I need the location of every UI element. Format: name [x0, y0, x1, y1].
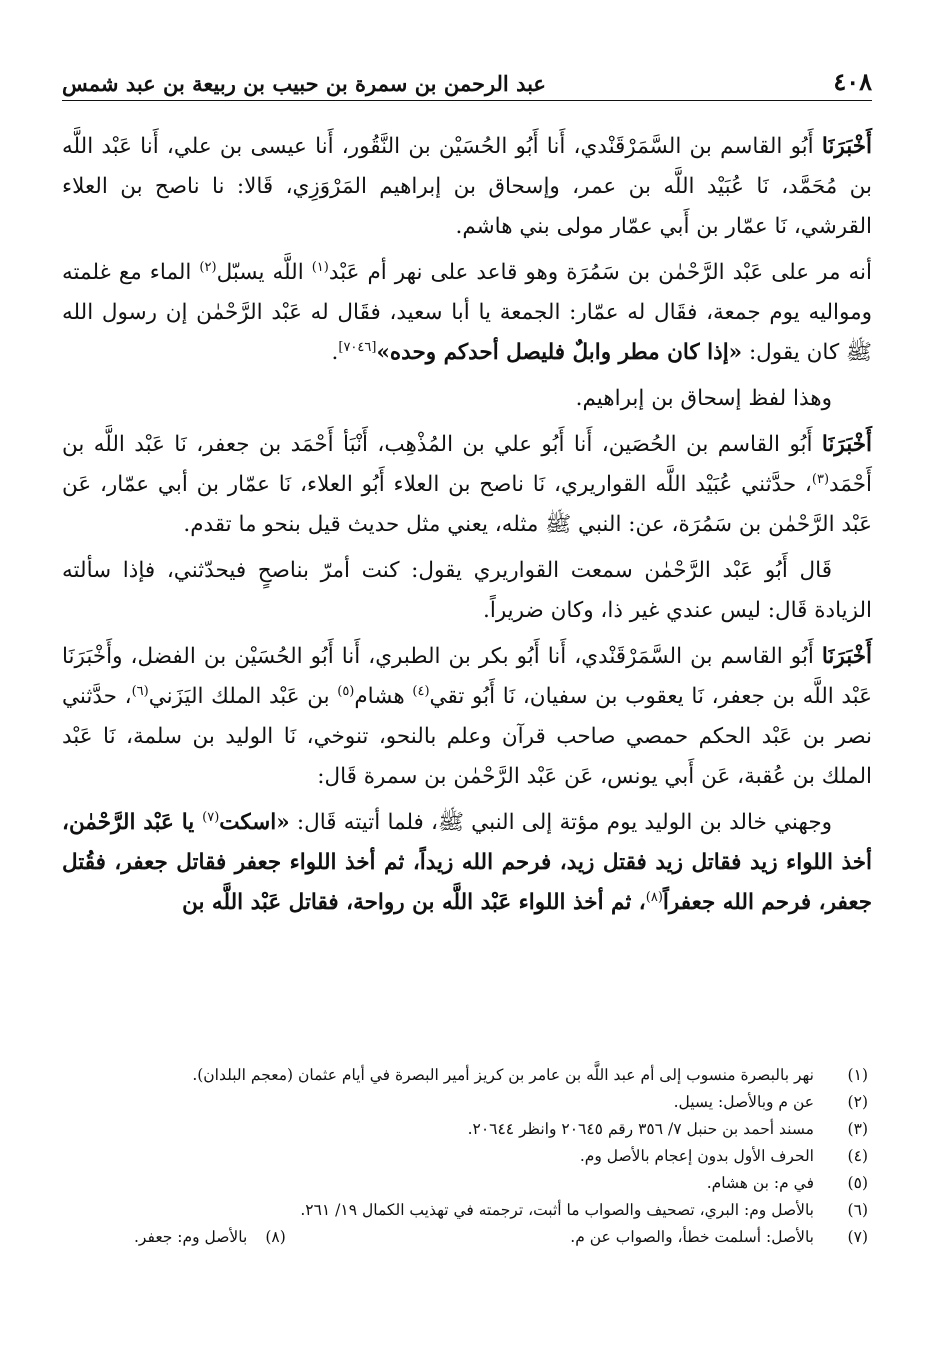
paragraph-1 — [62, 127, 872, 247]
paragraph-7 — [62, 803, 872, 923]
footnote-ref-6[interactable]: (٦) — [131, 683, 149, 699]
footnote-number: (٢) — [847, 1093, 868, 1111]
footnote-number: (٦) — [847, 1201, 868, 1219]
footnote-row — [134, 1224, 814, 1251]
footnote — [62, 1062, 872, 1089]
isnad-lead: أَخْبَرَنَا — [821, 432, 872, 457]
footnote-ref-4[interactable]: (٤) — [412, 683, 430, 699]
paragraph-4 — [62, 425, 872, 545]
footnote — [62, 1170, 872, 1197]
paragraph-3 — [62, 379, 872, 419]
isnad-lead: أَخْبَرَنَا — [821, 134, 872, 159]
main-text — [62, 127, 872, 923]
paragraph-text: أَبُو القاسم بن السَّمَرْقَنْدي، أَنا أَبُو الحُسَيْن بن النَّقُور، أَنا عيسى بن علي، أَنا عَبْد اللَّه بن مُحَمَّد، نَا عُبَيْد اللَّه بن عمر، وإسحاق بن إبراهيم المَرْوَزِي، قَالا: نا ناصح بن العلاء القرشي، نَا عمّار بن أَبي عمّار مولى بني هاشم. — [62, 134, 872, 239]
paragraph-text: هشام — [354, 684, 413, 709]
footnote — [62, 1197, 872, 1224]
paragraph-text: . — [331, 340, 339, 365]
hadith-quote: «اسكت — [219, 810, 290, 835]
footnote-text: بالأصل: أسلمت خطأ، والصواب عن م. — [570, 1228, 814, 1246]
paragraph-text: ، حدَّثني عُبَيْد اللَّه القواريري، نَا ناصح بن العلاء أَبُو العلاء، نَا عمّار بن أبي عمّار، عَن عَبْد الرَّحْمٰن بن سَمُرَة، عن: النبي ﷺ مثله، يعني مثل حديث قيل بنحو ما تقدم. — [62, 472, 872, 537]
paragraph-text: ، حدَّثني نصر بن عَبْد الحكم حمصي صاحب قرآن وعلم بالنحو، تنوخي، نَا الوليد بن سلمة، نَا عَبْد الملك بن عُقبة، عَن أَبي يونس، عَن عَبْد الرَّحْمٰن بن سمرة قَال: — [62, 684, 872, 789]
footnote-number: (٤) — [847, 1147, 868, 1165]
footnote-ref-1[interactable]: (١) — [311, 259, 329, 275]
running-title: عبد الرحمن بن سمرة بن حبيب بن ربيعة بن عبد شمس — [62, 71, 546, 96]
paragraph-text: أَبُو القاسم بن السَّمَرْقَنْدي، أَنا أَبُو بكر بن الطبري، أَنا أَبُو الحُسَيْن بن الفضل، وأَخْبَرَنَا عَبْد اللَّه بن جعفر، نَا يعقوب بن سفيان، نَا أَبُو تقي — [62, 644, 872, 709]
footnote-ref-8[interactable]: (٨) — [645, 889, 663, 905]
footnote-text: مسند أحمد بن حنبل ٧/ ٣٥٦ رقم ٢٠٦٤٥ وانظر ٢٠٦٤٤. — [467, 1120, 814, 1138]
footnote — [62, 1089, 872, 1116]
footnote-text: في م: بن هشام. — [706, 1174, 814, 1192]
footnote-text: نهر بالبصرة منسوب إلى أم عبد اللَّه بن عامر بن كريز أمير البصرة في أيام عثمان (معجم البلدان). — [192, 1066, 814, 1084]
page-number: ٤٠٨ — [833, 67, 872, 96]
footnote-number: (٣) — [847, 1120, 868, 1138]
footnote-text: الحرف الأول بدون إعجام بالأصل وم. — [579, 1147, 814, 1165]
hadith-quote: ، ثم أخذ اللواء عَبْد اللَّه بن رواحة، فقاتل عَبْد اللَّه بن — [182, 890, 646, 915]
book-page — [62, 62, 872, 1302]
footnote — [62, 1116, 872, 1143]
footnote-ref-3[interactable]: (٣) — [811, 471, 830, 487]
footnote-pair — [62, 1224, 872, 1251]
footnote-text: بالأصل وم: البري، تصحيف والصواب ما أثبت، ترجمته في تهذيب الكمال ١٩/ ٢٦١. — [300, 1201, 814, 1219]
footnote-text: بالأصل وم: جعفر. — [134, 1228, 248, 1246]
footnote — [62, 1143, 872, 1170]
paragraph-2 — [62, 253, 872, 373]
running-header — [62, 62, 872, 101]
isnad-lead: أَخْبَرَنَا — [821, 644, 872, 669]
footnote-ref-2[interactable]: (٢) — [199, 259, 217, 275]
paragraph-text: قَال أَبُو عَبْد الرَّحْمٰن سمعت القواريري يقول: كنت أمرّ بناصحٍ فيحدّثني، فإذا سألته الزيادة قَال: ليس عندي غير ذا، وكان ضريراً. — [62, 558, 872, 623]
paragraph-text: أنه مر على عَبْد الرَّحْمٰن بن سَمُرَة وهو قاعد على نهر أم عَبْد — [328, 260, 872, 285]
footnote — [134, 1224, 286, 1251]
footnote-ref-5[interactable]: (٥) — [337, 683, 355, 699]
paragraph-text: اللَّه يسبّل — [216, 260, 312, 285]
footnotes — [62, 1062, 872, 1251]
footnote-number: (١) — [847, 1066, 868, 1084]
paragraph-text: وهذا لفظ إسحاق بن إبراهيم. — [575, 386, 832, 411]
footnote-text: عن م وبالأصل: يسيل. — [673, 1093, 814, 1111]
paragraph-5 — [62, 551, 872, 631]
paragraph-text: أَبُو القاسم بن الحُصَين، أَنا أَبُو علي بن المُذْهِب، أَنْبَأ أَحْمَد بن جعفر، نَا عَبْد اللَّه بن أَحْمَد — [62, 432, 872, 497]
paragraph-text: بن عَبْد الملك اليَزَني — [148, 684, 338, 709]
footnote-number: (٨) — [265, 1228, 286, 1246]
footnote-number: (٥) — [847, 1174, 868, 1192]
paragraph-text: وجهني خالد بن الوليد يوم مؤتة إلى النبي ﷺ، فلما أتيته قَال: — [289, 810, 832, 835]
hadith-quote: «إذا كان مطر وابلٌ فليصل أحدكم وحده» — [376, 340, 743, 365]
paragraph-text: الماء مع غلمته ومواليه يوم جمعة، فقَال له عمّار: الجمعة يا أبا سعيد، فقَال له عَبْد الرَّحْمٰن إن رسول الله ﷺ كان يقول: — [62, 260, 872, 365]
footnote-ref-7[interactable]: (٧) — [202, 809, 220, 825]
hadith-number: [٧٠٤٦] — [338, 339, 377, 355]
footnote-number: (٧) — [847, 1228, 868, 1246]
paragraph-6 — [62, 637, 872, 797]
hadith-quote: يا عَبْد الرَّحْمٰن، أخذ اللواء زيد فقاتل زيد فقتل زيد، فرحم الله زيداً، ثم أخذ اللواء جعفر فقاتل جعفر، فقُتل جعفر، فرحم الله جعفراً — [62, 810, 872, 915]
